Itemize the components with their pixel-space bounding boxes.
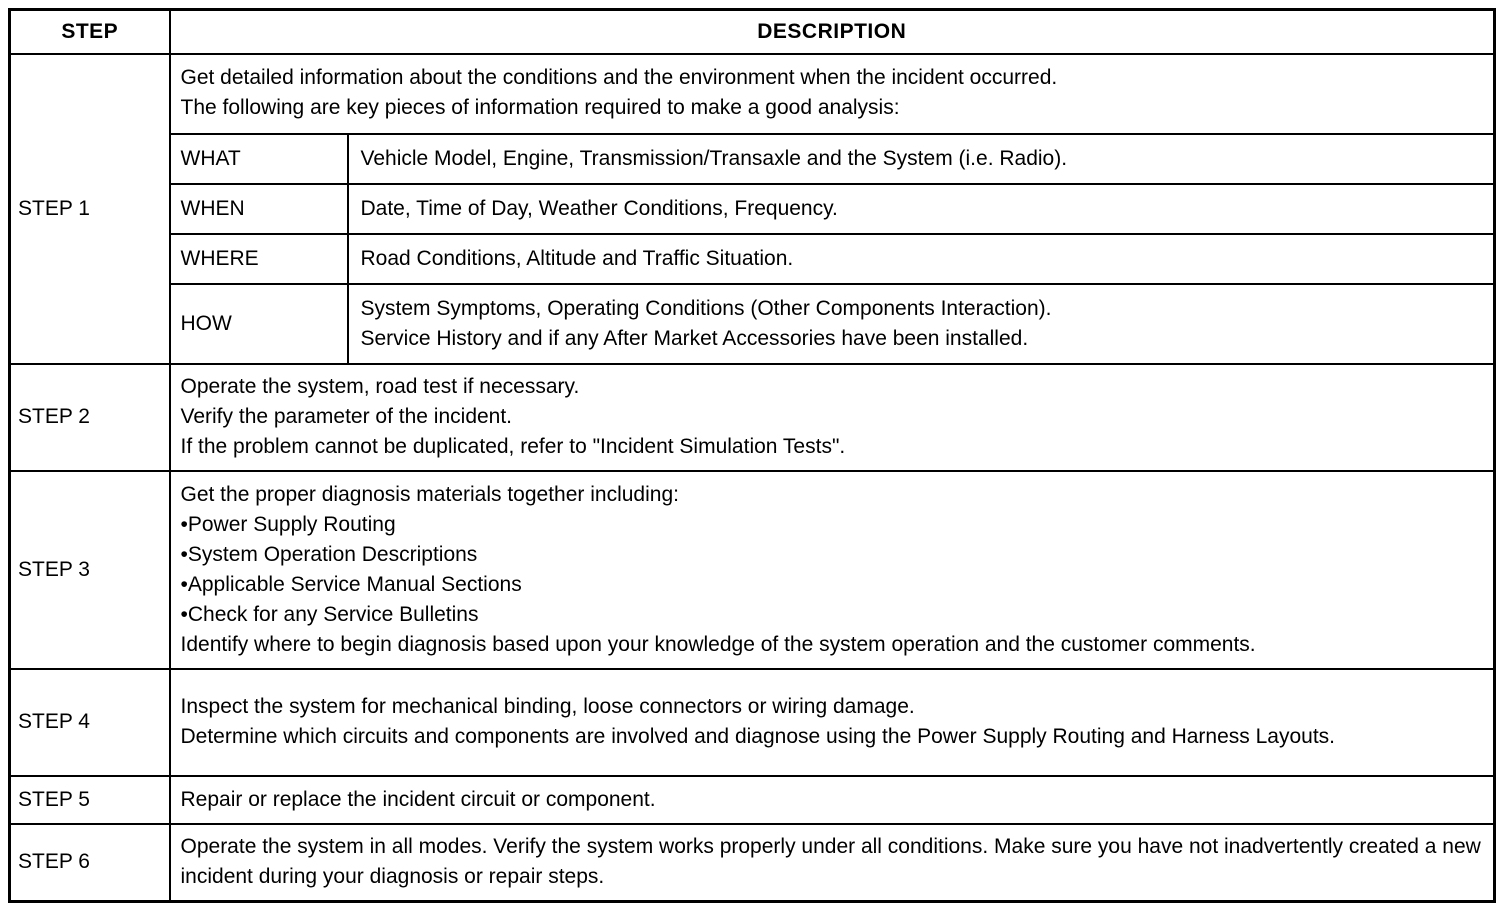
step1-label: STEP 1 xyxy=(10,54,170,364)
sub-key-how: HOW xyxy=(171,284,348,363)
sub-key-what: WHAT xyxy=(171,134,348,184)
text-line: Get detailed information about the conditions and the environment when the incident occurred. xyxy=(180,65,1058,89)
subtable-row-what xyxy=(171,134,1494,184)
bullet-line: •System Operation Descriptions xyxy=(180,542,478,566)
bullet-line: •Power Supply Routing xyxy=(180,512,396,536)
header-step: STEP xyxy=(10,10,170,54)
step3-label: STEP 3 xyxy=(10,471,170,669)
text-line: Operate the system, road test if necessary. xyxy=(180,375,580,398)
header-description: DESCRIPTION xyxy=(170,10,1495,54)
text-line: System Symptoms, Operating Conditions (Other Components Interaction). xyxy=(360,296,1052,320)
bullet-line: •Check for any Service Bulletins xyxy=(180,602,479,626)
step5-label: STEP 5 xyxy=(10,776,170,824)
table-row-step3 xyxy=(10,471,1495,669)
step1-description xyxy=(170,54,1495,364)
text-line: Get the proper diagnosis materials together including: xyxy=(180,482,679,506)
sub-value-how xyxy=(348,284,1494,363)
text-line: Vehicle Model, Engine, Transmission/Transaxle and the System (i.e. Radio). xyxy=(360,146,1068,170)
step1-subtable xyxy=(171,133,1494,363)
step6-description xyxy=(170,824,1495,902)
text-line: Determine which circuits and components are involved and diagnose using the Power Supply Routing and Harness Layouts. xyxy=(180,725,1335,748)
text-line: Service History and if any After Market Accessories have been installed. xyxy=(360,326,1029,350)
sub-value-what xyxy=(348,134,1494,184)
subtable-row-how xyxy=(171,284,1494,363)
step4-label: STEP 4 xyxy=(10,669,170,776)
table-row-step6 xyxy=(10,824,1495,902)
step2-description xyxy=(170,364,1495,471)
step5-description xyxy=(170,776,1495,824)
subtable-row-where xyxy=(171,234,1494,284)
step4-description xyxy=(170,669,1495,776)
table-row-step4 xyxy=(10,669,1495,776)
table-row-step1 xyxy=(10,54,1495,364)
sub-key-when: WHEN xyxy=(171,184,348,234)
header-row xyxy=(10,10,1495,54)
text-line: Identify where to begin diagnosis based upon your knowledge of the system operation and the customer comments. xyxy=(180,632,1256,656)
step3-description xyxy=(170,471,1495,669)
step2-label: STEP 2 xyxy=(10,364,170,471)
text-line: Operate the system in all modes. Verify the system works properly under all conditions. Make sure you have not inadvertently created a new incident during your diagnosis or repair steps. xyxy=(180,835,1481,889)
text-line: If the problem cannot be duplicated, refer to "Incident Simulation Tests". xyxy=(180,435,846,458)
text-line: Repair or replace the incident circuit or component. xyxy=(180,787,656,811)
text-line: The following are key pieces of information required to make a good analysis: xyxy=(180,95,900,119)
table-row-step5 xyxy=(10,776,1495,824)
sub-value-when xyxy=(348,184,1494,234)
text-line: Verify the parameter of the incident. xyxy=(180,405,513,428)
subtable-row-when xyxy=(171,184,1494,234)
step6-label: STEP 6 xyxy=(10,824,170,902)
bullet-line: •Applicable Service Manual Sections xyxy=(180,572,522,596)
workflow-table xyxy=(8,8,1496,903)
sub-value-where xyxy=(348,234,1494,284)
sub-key-where: WHERE xyxy=(171,234,348,284)
text-line: Date, Time of Day, Weather Conditions, Frequency. xyxy=(360,196,838,220)
text-line: Road Conditions, Altitude and Traffic Situation. xyxy=(360,246,794,270)
step1-intro xyxy=(171,55,1494,133)
text-line: Inspect the system for mechanical binding, loose connectors or wiring damage. xyxy=(180,695,915,718)
table-row-step2 xyxy=(10,364,1495,471)
